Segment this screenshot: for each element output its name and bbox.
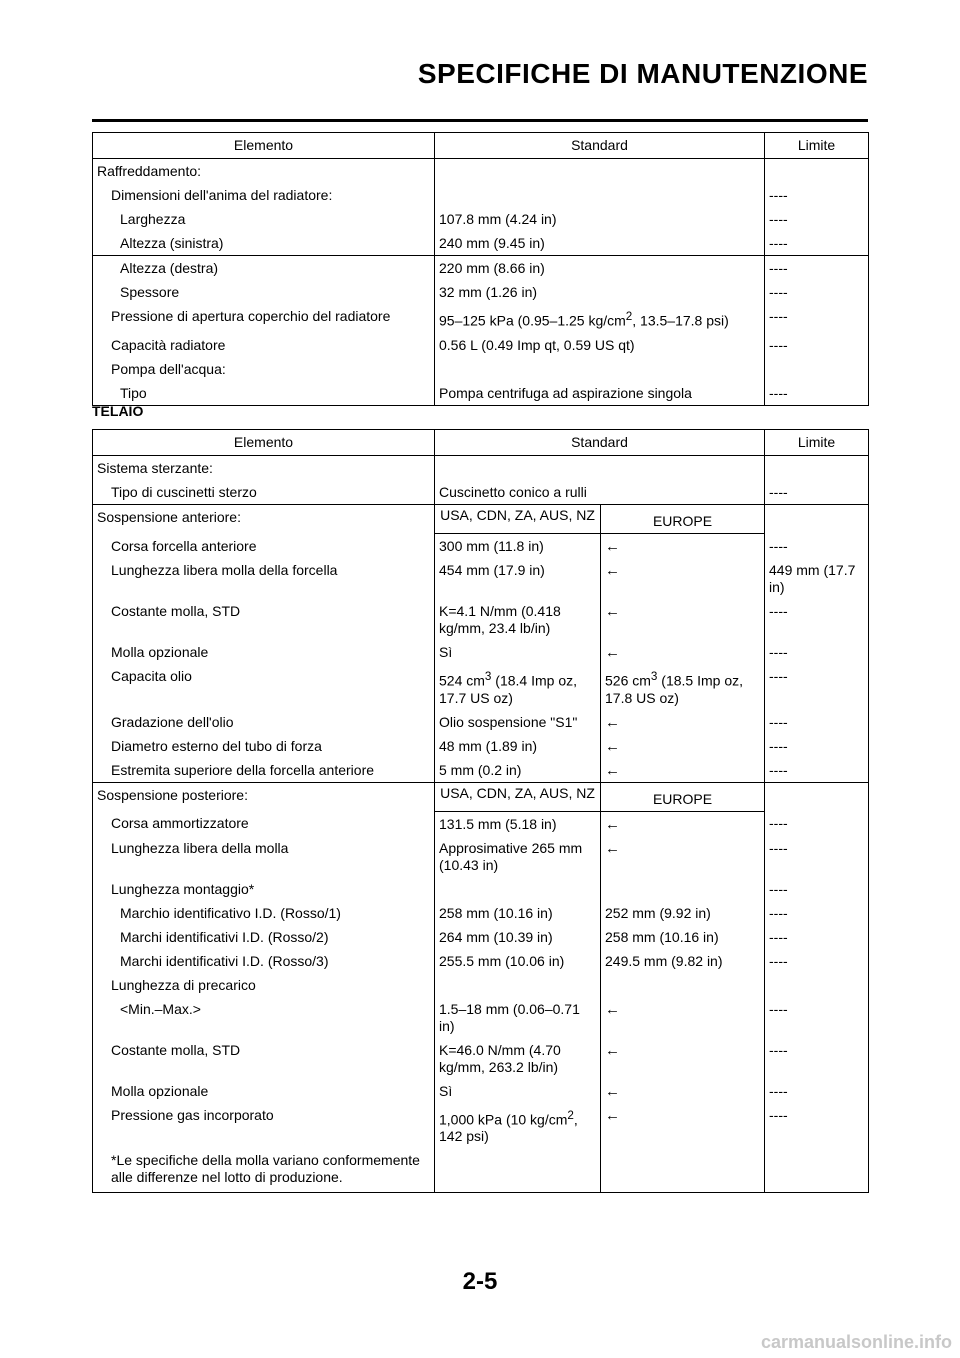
- usa-value: Sì: [435, 640, 601, 664]
- header-standard: Standard: [435, 133, 765, 159]
- same-as-arrow: ←: [601, 758, 765, 783]
- table-row: [93, 1079, 869, 1103]
- item-label: <Min.–Max.>: [93, 997, 435, 1038]
- table-row: [93, 925, 869, 949]
- same-as-arrow: ←: [601, 1079, 765, 1103]
- table-header-row: [93, 430, 869, 456]
- item-label: Raffreddamento:: [93, 159, 435, 184]
- item-label: Larghezza: [93, 207, 435, 231]
- same-as-arrow: ←: [601, 710, 765, 734]
- limit-value: ----: [765, 758, 869, 783]
- same-as-arrow: ←: [601, 599, 765, 640]
- standard-value: [435, 183, 765, 207]
- item-label: Lunghezza libera della molla: [93, 836, 435, 877]
- group-title: Sospensione posteriore:: [93, 782, 435, 811]
- limit-value: ----: [765, 901, 869, 925]
- table-row: [93, 256, 869, 281]
- usa-value: K=4.1 N/mm (0.418 kg/mm, 23.4 lb/in): [435, 599, 601, 640]
- standard-value: Cuscinetto conico a rulli: [435, 480, 765, 505]
- table-row: [93, 304, 869, 333]
- table-row: [93, 183, 869, 207]
- header-limite: Limite: [765, 430, 869, 456]
- chassis-spec-table: [92, 429, 869, 1193]
- limit-value: ----: [765, 480, 869, 505]
- usa-value: Olio sospensione "S1": [435, 710, 601, 734]
- limit-value: ----: [765, 877, 869, 901]
- table-row: [93, 734, 869, 758]
- standard-value: 107.8 mm (4.24 in): [435, 207, 765, 231]
- table-row: [93, 333, 869, 357]
- usa-value: 48 mm (1.89 in): [435, 734, 601, 758]
- subheader-usa: USA, CDN, ZA, AUS, NZ: [435, 505, 601, 534]
- item-label: Molla opzionale: [93, 1079, 435, 1103]
- table-row: [93, 357, 869, 381]
- standard-value: 0.56 L (0.49 Imp qt, 0.59 US qt): [435, 333, 765, 357]
- item-label: Pressione gas incorporato: [93, 1103, 435, 1149]
- table-row: [93, 599, 869, 640]
- same-as-arrow: ←: [601, 534, 765, 559]
- item-label: Molla opzionale: [93, 640, 435, 664]
- item-label: Tipo di cuscinetti sterzo: [93, 480, 435, 505]
- item-label: Gradazione dell'olio: [93, 710, 435, 734]
- table-row: [93, 877, 869, 901]
- limit-value: ----: [765, 207, 869, 231]
- limit-value: ----: [765, 664, 869, 710]
- item-label: Dimensioni dell'anima del radiatore:: [93, 183, 435, 207]
- title-rule: [92, 119, 868, 122]
- standard-value: Pompa centrifuga ad aspirazione singola: [435, 381, 765, 406]
- group-title: Sospensione anteriore:: [93, 505, 435, 534]
- item-label: Lunghezza libera molla della forcella: [93, 558, 435, 599]
- item-label: Pressione di apertura coperchio del radiatore: [93, 304, 435, 333]
- item-label: Estremita superiore della forcella anteriore: [93, 758, 435, 783]
- usa-value: 258 mm (10.16 in): [435, 901, 601, 925]
- table-row: [93, 664, 869, 710]
- standard-value: 32 mm (1.26 in): [435, 280, 765, 304]
- same-as-arrow: ←: [601, 1038, 765, 1079]
- item-label: Tipo: [93, 381, 435, 406]
- table-row: [93, 480, 869, 505]
- usa-value: 5 mm (0.2 in): [435, 758, 601, 783]
- same-as-arrow: ←: [601, 558, 765, 599]
- europe-value: 526 $cm^3$ (18.5 Imp oz, 17.8 US oz): [601, 664, 765, 710]
- same-as-arrow: ←: [601, 997, 765, 1038]
- table-row: [93, 159, 869, 184]
- item-label: Capacità radiatore: [93, 333, 435, 357]
- limit-value: ----: [765, 640, 869, 664]
- table-row: [93, 640, 869, 664]
- table-header-row: [93, 133, 869, 159]
- item-label: Corsa forcella anteriore: [93, 534, 435, 559]
- usa-value: 1,000 kPa (10 $kg/cm^2$, 142 psi): [435, 1103, 601, 1149]
- table-row: [93, 782, 869, 811]
- header-elemento: Elemento: [93, 430, 435, 456]
- limit-value: ----: [765, 534, 869, 559]
- table-row: [93, 558, 869, 599]
- limit-value: ----: [765, 997, 869, 1038]
- usa-value: 524 $cm^3$ (18.4 Imp oz, 17.7 US oz): [435, 664, 601, 710]
- table-row: [93, 534, 869, 559]
- item-label: Marchi identificativi I.D. (Rosso/2): [93, 925, 435, 949]
- usa-value: K=46.0 N/mm (4.70 kg/mm, 263.2 lb/in): [435, 1038, 601, 1079]
- limit-value: ----: [765, 304, 869, 333]
- usa-value: Sì: [435, 1079, 601, 1103]
- table-row: [93, 949, 869, 973]
- standard-value: 220 mm (8.66 in): [435, 256, 765, 281]
- limit-value: ----: [765, 256, 869, 281]
- limit-value: ----: [765, 925, 869, 949]
- header-limite: Limite: [765, 133, 869, 159]
- limit-value: ----: [765, 710, 869, 734]
- same-as-arrow: ←: [601, 811, 765, 836]
- section-heading-telaio: TELAIO: [92, 403, 144, 419]
- page-number: 2-5: [462, 1268, 498, 1295]
- item-label: Marchi identificativi I.D. (Rosso/3): [93, 949, 435, 973]
- table-row: [93, 456, 869, 481]
- limit-value: ----: [765, 599, 869, 640]
- item-label: Altezza (sinistra): [93, 231, 435, 256]
- table-row: [93, 505, 869, 534]
- item-label: Costante molla, STD: [93, 1038, 435, 1079]
- limit-value: ----: [765, 1079, 869, 1103]
- watermark: carmanualsonline.info: [760, 1332, 952, 1352]
- subheader-europe: EUROPE: [601, 782, 765, 811]
- same-as-arrow: ←: [601, 734, 765, 758]
- table-row: [93, 1148, 869, 1193]
- table-row: [93, 758, 869, 783]
- cooling-spec-table: [92, 132, 869, 406]
- limit-value: 449 mm (17.7 in): [765, 558, 869, 599]
- usa-value: 255.5 mm (10.06 in): [435, 949, 601, 973]
- usa-value: 454 mm (17.9 in): [435, 558, 601, 599]
- item-label: Lunghezza di precarico: [93, 973, 435, 997]
- standard-value: 95–125 kPa (0.95–1.25 $kg/cm^2$, 13.5–17.8 psi): [435, 304, 765, 333]
- usa-value: 131.5 mm (5.18 in): [435, 811, 601, 836]
- subheader-europe: EUROPE: [601, 505, 765, 534]
- limit-value: ----: [765, 183, 869, 207]
- table-row: [93, 1103, 869, 1149]
- limit-value: ----: [765, 811, 869, 836]
- usa-value: Approsimative 265 mm (10.43 in): [435, 836, 601, 877]
- europe-value: 252 mm (9.92 in): [601, 901, 765, 925]
- table-row: [93, 381, 869, 406]
- table-row: [93, 811, 869, 836]
- item-label: Diametro esterno del tubo di forza: [93, 734, 435, 758]
- usa-value: 300 mm (11.8 in): [435, 534, 601, 559]
- standard-value: 240 mm (9.45 in): [435, 231, 765, 256]
- limit-value: ----: [765, 734, 869, 758]
- item-label: Sistema sterzante:: [93, 456, 435, 481]
- item-label: Altezza (destra): [93, 256, 435, 281]
- table-row: [93, 997, 869, 1038]
- europe-value: 249.5 mm (9.82 in): [601, 949, 765, 973]
- table-row: [93, 710, 869, 734]
- limit-value: ----: [765, 836, 869, 877]
- limit-value: ----: [765, 949, 869, 973]
- table-row: [93, 973, 869, 997]
- table-row: [93, 207, 869, 231]
- limit-value: ----: [765, 1038, 869, 1079]
- limit-value: ----: [765, 231, 869, 256]
- limit-value: ----: [765, 333, 869, 357]
- table-row: [93, 901, 869, 925]
- table-row: [93, 280, 869, 304]
- usa-value: 264 mm (10.39 in): [435, 925, 601, 949]
- same-as-arrow: ←: [601, 836, 765, 877]
- limit-value: ----: [765, 1103, 869, 1149]
- table-row: [93, 836, 869, 877]
- item-label: Costante molla, STD: [93, 599, 435, 640]
- subheader-usa: USA, CDN, ZA, AUS, NZ: [435, 782, 601, 811]
- item-label: Pompa dell'acqua:: [93, 357, 435, 381]
- table-row: [93, 231, 869, 256]
- item-label: Spessore: [93, 280, 435, 304]
- limit-value: ----: [765, 381, 869, 406]
- item-label: Corsa ammortizzatore: [93, 811, 435, 836]
- item-label: Capacita olio: [93, 664, 435, 710]
- table-row: [93, 1038, 869, 1079]
- item-label: Marchio identificativo I.D. (Rosso/1): [93, 901, 435, 925]
- usa-value: 1.5–18 mm (0.06–0.71 in): [435, 997, 601, 1038]
- limit-value: ----: [765, 280, 869, 304]
- footnote: *Le specifiche della molla variano conformemente alle differenze nel lotto di produzione.: [93, 1148, 435, 1193]
- same-as-arrow: ←: [601, 1103, 765, 1149]
- header-elemento: Elemento: [93, 133, 435, 159]
- page-title: SPECIFICHE DI MANUTENZIONE: [417, 58, 868, 89]
- item-label: Lunghezza montaggio*: [93, 877, 435, 901]
- header-standard: Standard: [435, 430, 765, 456]
- europe-value: 258 mm (10.16 in): [601, 925, 765, 949]
- same-as-arrow: ←: [601, 640, 765, 664]
